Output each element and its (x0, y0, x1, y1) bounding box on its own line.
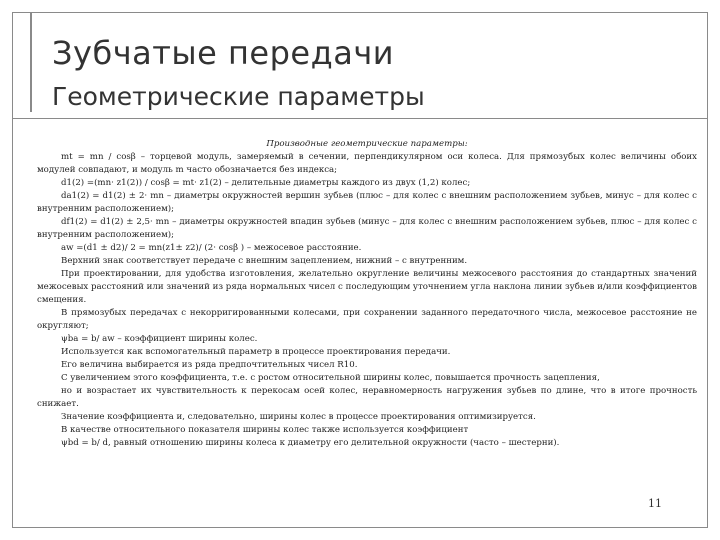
body-heading: Производные геометрические параметры: (266, 139, 468, 149)
paragraph-rounding: При проектировании, для удобства изготовления, желательно округление величины межосевого расстояния до стандартных значений межосевых расстояний или значений из ряда нормальных чисел с последующим уточнением угла наклона линии зубьев и/или коэффициентов смещения. (37, 269, 697, 305)
paragraph-center-distance: aw =(d1 ± d2)/ 2 = mn(z1± z2)/ (2· cosβ ) – межосевое расстояние. (61, 243, 362, 253)
page-number: 11 (648, 497, 662, 510)
paragraph-root-diameter: df1(2) = d1(2) ± 2,5· mn – диаметры окружностей впадин зубьев (минус – для колес с внешним расположением зубьев, плюс – для колес с внутренним расположением); (37, 217, 697, 240)
paragraph-diameter-ratio: ψbd = b/ d, равный отношению ширины колеса к диаметру его делительной окружности (часто – шестерни). (61, 438, 560, 448)
paragraph-spur-gears: В прямозубых передачах с некорригированными колесами, при сохранении заданного передаточного числа, межосевое расстояние не округляют; (37, 308, 697, 331)
paragraph-sensitivity: но и возрастает их чувствительность к перекосам осей колес, неравномерность нагружения зубьев по длине, что в итоге прочность снижает. (37, 386, 697, 409)
paragraph-tip-diameter: da1(2) = d1(2) ± 2· mn – диаметры окружностей вершин зубьев (плюс – для колес с внешним расположением зубьев, минус – для колес с внутренним расположением); (37, 191, 697, 214)
slide-body (37, 138, 697, 450)
paragraph-optimization: Значение коэффициента и, следовательно, ширины колес в процессе проектирования оптимизируется. (61, 412, 536, 422)
paragraph-auxiliary-parameter: Используется как вспомогательный параметр в процессе проектирования передачи. (61, 347, 451, 357)
paragraph-relative-indicator: В качестве относительного показателя ширины колес также используется коэффициент (61, 425, 469, 435)
paragraph-r10-series: Его величина выбирается из ряда предпочтительных чисел R10. (61, 360, 358, 370)
slide-title: Зубчатые передачи (52, 34, 395, 72)
paragraph-strength-increase: С увеличением этого коэффициента, т.е. с ростом относительной ширины колес, повышается прочность зацепления, (61, 373, 600, 383)
title-divider (12, 118, 708, 119)
title-left-rule (30, 12, 32, 112)
paragraph-sign-note: Верхний знак соответствует передаче с внешним зацеплением, нижний – с внутренним. (61, 256, 468, 266)
slide-subtitle: Геометрические параметры (52, 82, 425, 111)
paragraph-transverse-module: mt = mn / cosβ – торцевой модуль, замеряемый в сечении, перпендикулярном оси колеса. Для прямозубых колес величины обоих модулей совпадают, и модуль m часто обозначается без индекса; (37, 152, 697, 175)
paragraph-face-width-coefficient: ψba = b/ aw – коэффициент ширины колес. (61, 334, 258, 344)
paragraph-pitch-diameter: d1(2) =(mn· z1(2)) / cosβ = mt· z1(2) – делительные диаметры каждого из двух (1,2) колес; (61, 178, 471, 188)
